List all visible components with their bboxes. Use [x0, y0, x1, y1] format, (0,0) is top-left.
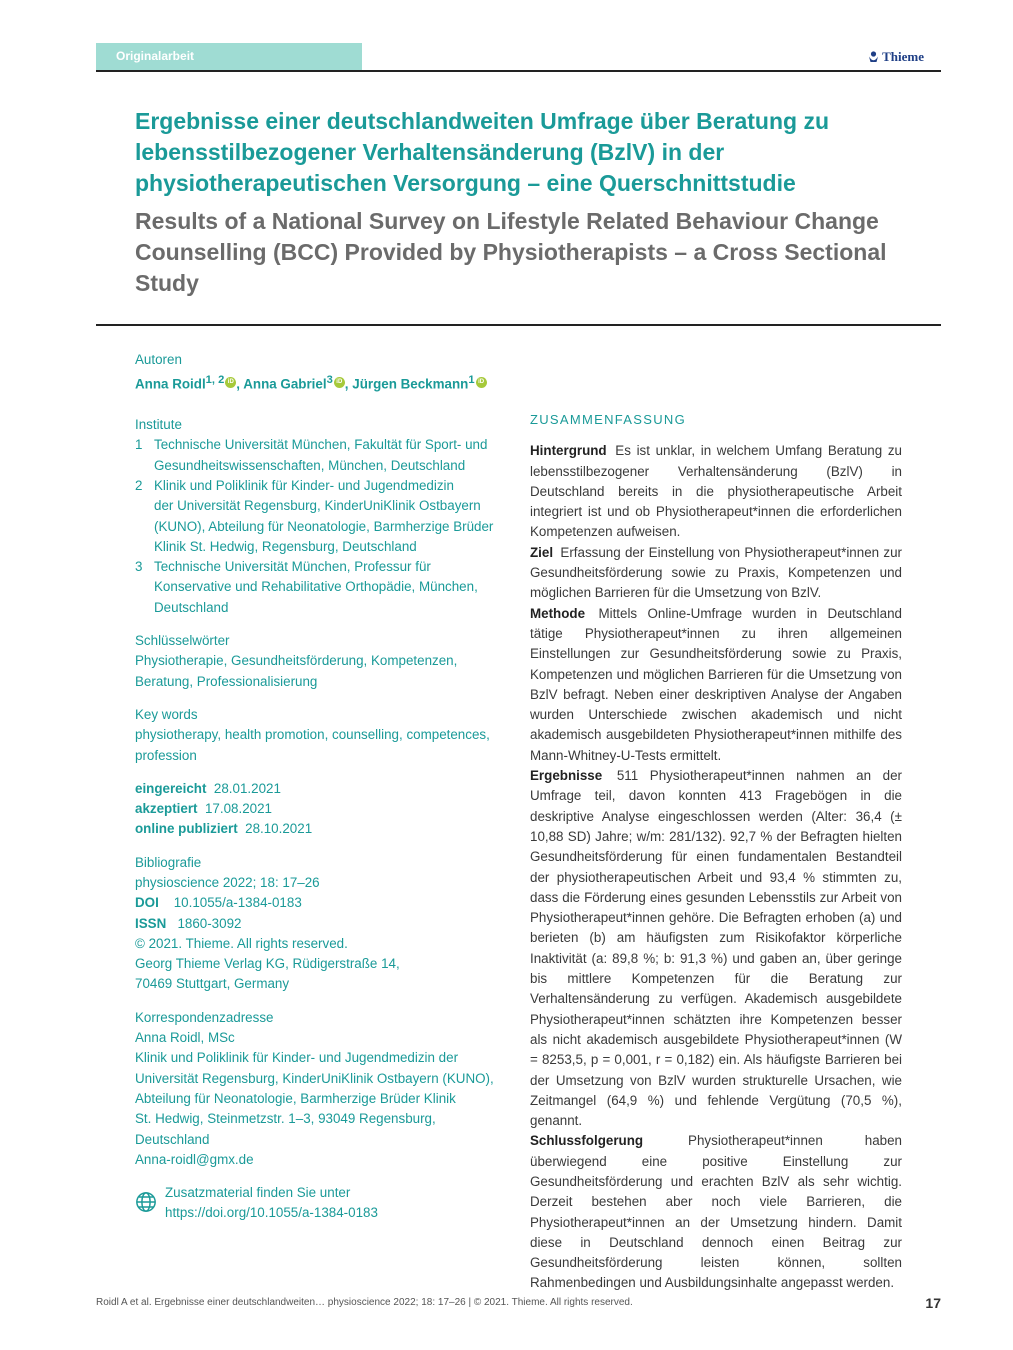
correspondence-line: Universität Regensburg, KinderUniKlinik Ostbayern (KUNO),: [135, 1070, 494, 1086]
orcid-icon[interactable]: iD: [225, 377, 236, 388]
article-info-column: [135, 350, 510, 1224]
abstract-paragraph: [530, 766, 902, 1131]
author-affiliation: 1: [468, 374, 475, 387]
abstract-paragraph: [530, 604, 902, 766]
date-value: 17.08.2021: [204, 801, 272, 817]
page-number: 17: [925, 1295, 941, 1311]
orcid-icon[interactable]: iD: [476, 377, 487, 388]
correspondence-line: Anna Roidl, MSc: [135, 1030, 235, 1046]
title-english: Results of a National Survey on Lifestyle Related Behaviour Change Counselling (BCC) Provided by Physiotherapists – a Cross Sectional Study: [135, 208, 887, 296]
keywords-en-label: Key words: [135, 706, 198, 722]
supplement-link[interactable]: https://doi.org/10.1055/a-1384-0183: [165, 1205, 378, 1221]
institute-line: Gesundheitswissenschaften, München, Deutschland: [154, 457, 466, 473]
bibliography-section: [135, 853, 510, 995]
thieme-logo-icon: [868, 51, 879, 63]
date-label: akzeptiert: [135, 801, 198, 817]
institute-text: [154, 557, 478, 618]
author-separator: ,: [236, 376, 244, 392]
issn-value: 1860-3092: [177, 915, 242, 931]
category-tag: Originalarbeit: [96, 43, 362, 71]
abstract-section-head: Schlussfolgerung: [530, 1133, 644, 1149]
supplement-note: [135, 1183, 510, 1224]
institutes-label: Institute: [135, 417, 182, 433]
abstract-section-head: Methode: [530, 605, 586, 621]
keywords-english-section: [135, 705, 510, 766]
supplement-text: Zusatzmaterial finden Sie unter: [165, 1185, 351, 1201]
journal-citation: physioscience 2022; 18: 17–26: [135, 875, 320, 890]
correspondence-line: St. Hedwig, Steinmetzstr. 1–3, 93049 Regensburg,: [135, 1111, 436, 1127]
brand-name: Thieme: [882, 49, 924, 64]
keywords-line: Physiotherapie, Gesundheitsförderung, Kompetenzen,: [135, 653, 458, 669]
correspondence-line: Abteilung für Neonatologie, Barmherzige Brüder Klinik: [135, 1090, 456, 1106]
institute-line: (KUNO), Abteilung für Neonatologie, Barmherzige Brüder: [154, 518, 494, 534]
abstract-section-text: Physiotherapeut*innen haben überwiegend eine positive Einstellung zur Gesundheitsförderung und erachten BzlV als sehr wichtig. Derzeit bestehen aber noch viele Barrieren, die Physiotherapeut*innen an der Umsetzung hindern. Damit diese in Deutschland dennoch einen Beitrag zur Gesundheitsförderung leisten können, sollten Rahmenbedingen und Ausbildungsinhalte angepasst werden.: [530, 1133, 902, 1291]
dates-section: [135, 779, 510, 840]
authors-label: Autoren: [135, 352, 182, 367]
institute-text: [154, 476, 493, 557]
author-affiliation: 3: [326, 374, 333, 387]
date-row: [135, 779, 510, 799]
date-label: eingereicht: [135, 780, 207, 796]
abstract-section-head: Hintergrund: [530, 443, 607, 459]
footer-citation: Roidl A et al. Ergebnisse einer deutschlandweiten… physioscience 2022; 18: 17–26 | © 2021. Thieme. All rights reserved.: [96, 1297, 633, 1308]
abstract-paragraph: [530, 1131, 902, 1293]
abstract-section-text: Erfassung der Einstellung von Physiotherapeut*innen zur Gesundheitsförderung sowie zu Praxis, Kompetenzen und möglichen Barrieren für die Umsetzung von BzlV.: [530, 544, 902, 601]
date-row: [135, 799, 510, 819]
abstract-section-text: Mittels Online-Umfrage wurden in Deutschland tätige Physiotherapeut*innen zu ihren allgemeinen Einstellungen zur Gesundheitsförderung sowie zu Praxis, Kompetenzen und möglichen Barrieren für die Umsetzung von BzlV befragt. Neben einer deskriptiven Analyse der Angaben wurden Unterschiede zwischen akademisch und nicht akademisch ausgebildeten Physiotherapeut*innen mithilfe des Mann-Whitney-U-Tests ermittelt.: [530, 605, 902, 763]
institute-number: 3: [135, 559, 143, 575]
abstract-heading: ZUSAMMENFASSUNG: [530, 412, 687, 427]
copyright-note: © 2021. Thieme. All rights reserved.: [135, 935, 348, 951]
orcid-icon[interactable]: iD: [334, 377, 345, 388]
abstract-section-text: 511 Physiotherapeut*innen nahmen an der Umfrage teil, davon konnten 413 Fragebögen in die deskriptive Analyse eingeschlossen werden (Alter: 36,4 (± 10,88 SD) Jahre; w/m: 281/132). 92,7 % der Befragten hielten Gesundheitsförderung für einen fundamentalen Bestandteil der physiotherapeutischen Arbeit und 93,4 % stimmten zu, dass die Förderung eines gesunden Lebensstils zur Arbeit von Physiotherapeut*innen gehöre. Die Befragten erhoben (a) und berieten (b) am häufigsten zum Risikofaktor körperliche Inaktivität (a: 89,8 %; b: 91,3 %) und gaben an, über geringe bis mittlere Kompetenzen für die Beratung zur Verhaltensänderung zu verfügen. Akademisch ausgebildete Physiotherapeut*innen schätzten ihre Kompetenzen besser als nicht akademisch ausgebildete Physiotherapeut*innen (W = 8253,5, p = 0,001, r = 0,182) ein. Als häufigste Barrieren bei der Umsetzung von BzlV wurden strukturelle Ursachen, wie Zeitmangel (64,9 %) und fehlende Vergütung (70,5 %), genannt.: [530, 768, 902, 1129]
institute-text: [154, 435, 487, 476]
abstract-column: [530, 410, 902, 1294]
keywords-line: Beratung, Professionalisierung: [135, 673, 318, 689]
institute-item: [135, 435, 510, 476]
globe-icon: [135, 1191, 157, 1213]
date-value: 28.01.2021: [213, 780, 281, 796]
header-rule: [96, 70, 941, 72]
institute-line: Deutschland: [154, 599, 229, 615]
issn-row: [135, 914, 510, 934]
bibliography-label: Bibliografie: [135, 854, 202, 870]
doi-link[interactable]: 10.1055/a-1384-0183: [173, 895, 302, 911]
doi-row: [135, 893, 510, 913]
institute-line: Technische Universität München, Fakultät für Sport- und: [154, 437, 488, 453]
institute-line: Konservative und Rehabilitative Orthopädie, München,: [154, 579, 478, 595]
author-name[interactable]: Anna Gabriel: [243, 376, 327, 392]
institute-item: [135, 476, 510, 557]
title-rule: [96, 324, 941, 326]
correspondence-section: [135, 1008, 510, 1170]
institute-line: Technische Universität München, Professur für: [154, 559, 431, 575]
author-name[interactable]: Anna Roidl: [135, 376, 206, 392]
keywords-de-label: Schlüsselwörter: [135, 633, 230, 649]
institute-number: 1: [135, 437, 143, 453]
correspondence-email[interactable]: Anna-roidl@gmx.de: [135, 1151, 254, 1167]
title-german: Ergebnisse einer deutschlandweiten Umfrage über Beratung zu lebensstilbezogener Verhaltensänderung (BzlV) in der physiotherapeutischen Versorgung – eine Querschnittstudie: [135, 108, 829, 196]
correspondence-label: Korrespondenzadresse: [135, 1009, 274, 1025]
institute-line: Klinik und Poliklinik für Kinder- und Jugendmedizin: [154, 477, 454, 493]
institute-line: Klinik St. Hedwig, Regensburg, Deutschland: [154, 538, 417, 554]
institute-number: 2: [135, 477, 143, 493]
publisher-line: Georg Thieme Verlag KG, Rüdigerstraße 14,: [135, 956, 400, 972]
abstract-paragraph: [530, 543, 902, 604]
doi-label: DOI: [135, 895, 159, 911]
abstract-section-head: Ziel: [530, 544, 554, 560]
author-separator: ,: [344, 376, 353, 392]
institute-item: [135, 557, 510, 618]
author-name[interactable]: Jürgen Beckmann: [352, 376, 469, 392]
institutes-section: [135, 415, 510, 618]
date-row: [135, 819, 510, 839]
author-list: [135, 370, 510, 395]
issn-label: ISSN: [135, 915, 167, 931]
author-affiliation: 1, 2: [205, 374, 225, 387]
abstract-section-text: Es ist unklar, in welchem Umfang Beratung zu lebensstilbezogener Verhaltensänderung (BzlV) in Deutschland bereits in die physiotherapeutische Arbeit integriert ist und ob Physiotherapeut*innen die erforderlichen Kompetenzen aufweisen.: [530, 443, 902, 540]
publisher-logo: [868, 49, 924, 65]
institute-line: der Universität Regensburg, KinderUniKlinik Ostbayern: [154, 498, 481, 514]
date-value: 28.10.2021: [245, 821, 313, 837]
abstract-section-head: Ergebnisse: [530, 768, 603, 784]
keywords-german-section: [135, 631, 510, 692]
abstract-paragraph: [530, 441, 902, 542]
date-label: online publiziert: [135, 821, 238, 837]
keywords-line: profession: [135, 747, 197, 763]
keywords-line: physiotherapy, health promotion, counselling, competences,: [135, 727, 490, 743]
correspondence-line: Klinik und Poliklinik für Kinder- und Jugendmedizin der: [135, 1050, 459, 1066]
correspondence-line: Deutschland: [135, 1131, 210, 1147]
publisher-line: 70469 Stuttgart, Germany: [135, 976, 290, 992]
